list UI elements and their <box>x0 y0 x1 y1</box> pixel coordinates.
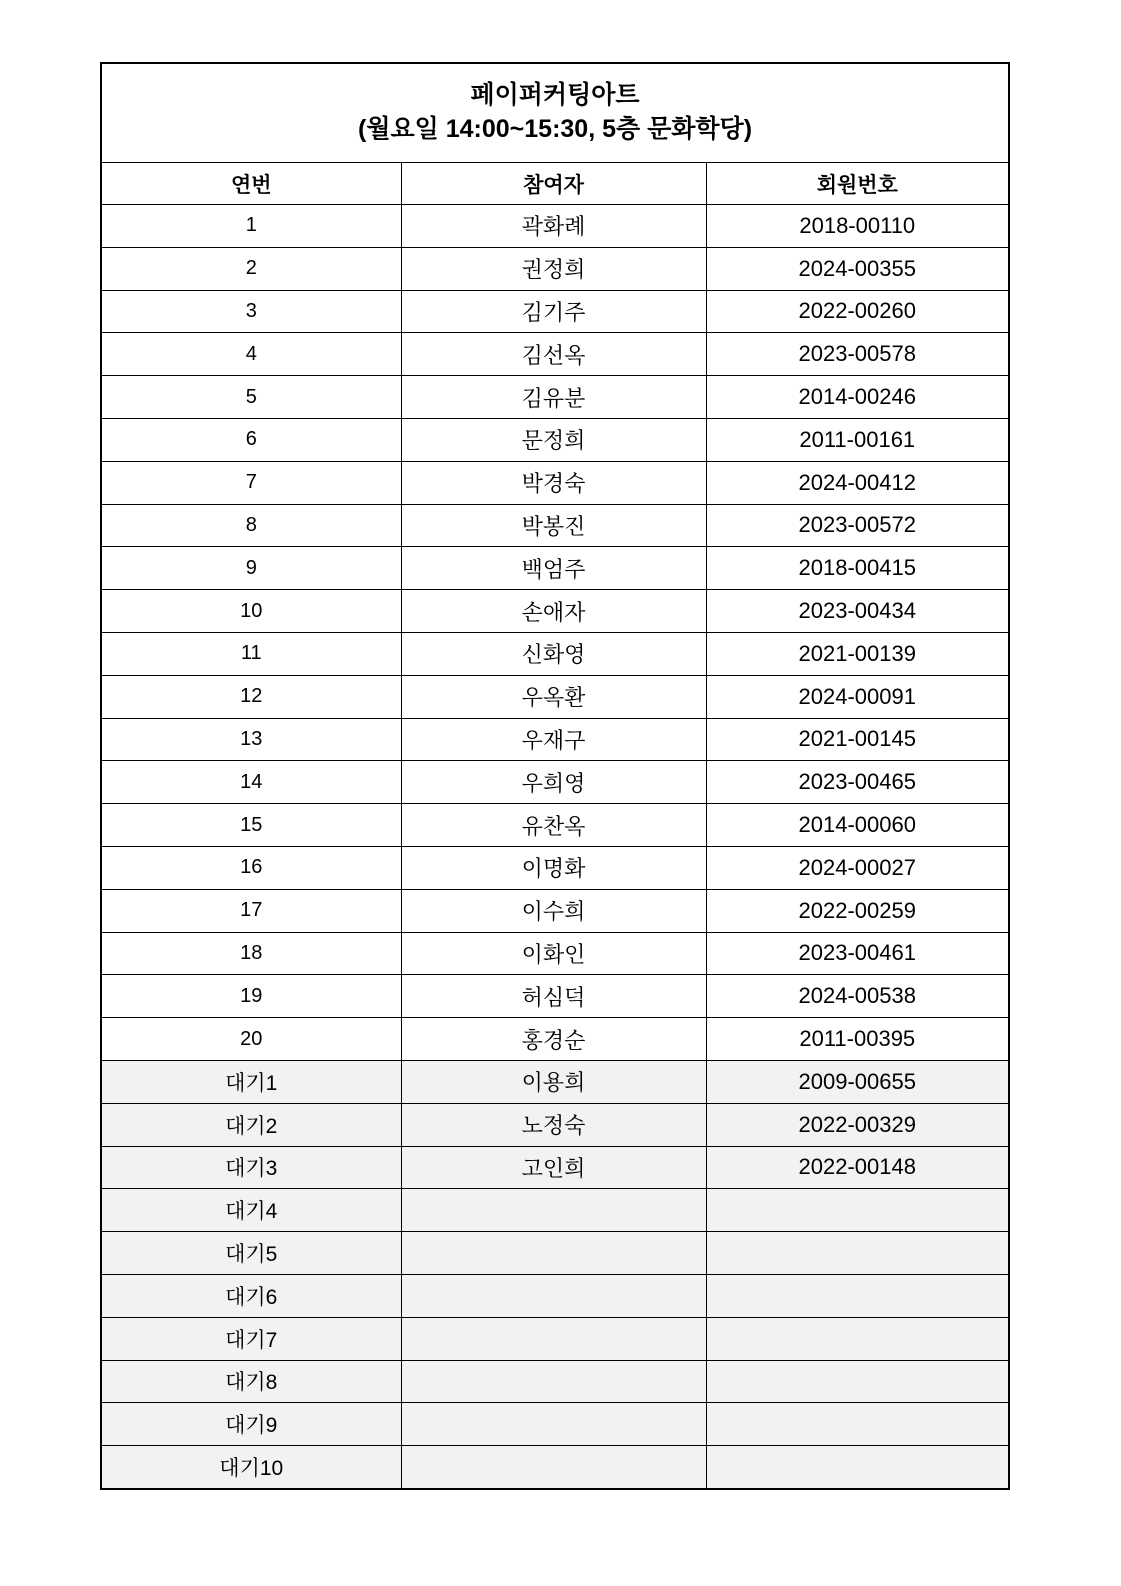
table-row <box>101 975 1009 1018</box>
table-row <box>101 418 1009 461</box>
cell-no: 19 <box>101 975 401 1018</box>
cell-no: 대기2 <box>101 1103 401 1146</box>
table-row <box>101 846 1009 889</box>
cell-member-id: 2011-00395 <box>706 1018 1009 1061</box>
cell-member-id <box>706 1189 1009 1232</box>
cell-no: 12 <box>101 675 401 718</box>
participant-roster-table <box>100 62 1010 1490</box>
cell-no: 20 <box>101 1018 401 1061</box>
cell-no: 15 <box>101 804 401 847</box>
cell-participant-name: 우희영 <box>401 761 706 804</box>
cell-participant-name: 김기주 <box>401 290 706 333</box>
cell-participant-name: 김유분 <box>401 376 706 419</box>
cell-no: 5 <box>101 376 401 419</box>
title-primary: 페이퍼커팅아트 <box>470 81 640 110</box>
cell-member-id: 2009-00655 <box>706 1060 1009 1103</box>
cell-participant-name: 노정숙 <box>401 1103 706 1146</box>
cell-participant-name: 이용희 <box>401 1060 706 1103</box>
cell-no: 대기5 <box>101 1232 401 1275</box>
table-row <box>101 290 1009 333</box>
column-header-no: 연번 <box>101 163 401 205</box>
title-schedule: (월요일 14:00~15:30, 5층 문화학당) <box>358 115 753 143</box>
cell-participant-name <box>401 1446 706 1489</box>
table-row <box>101 932 1009 975</box>
cell-participant-name: 백엄주 <box>401 547 706 590</box>
document-title <box>101 63 1009 163</box>
table-row <box>101 1103 1009 1146</box>
cell-no: 9 <box>101 547 401 590</box>
table-row <box>101 205 1009 248</box>
cell-participant-name <box>401 1274 706 1317</box>
cell-member-id: 2014-00246 <box>706 376 1009 419</box>
cell-member-id <box>706 1274 1009 1317</box>
cell-no: 대기1 <box>101 1060 401 1103</box>
cell-no: 대기6 <box>101 1274 401 1317</box>
cell-no: 1 <box>101 205 401 248</box>
table-row <box>101 1189 1009 1232</box>
cell-participant-name: 박경숙 <box>401 461 706 504</box>
cell-no: 대기4 <box>101 1189 401 1232</box>
cell-participant-name <box>401 1403 706 1446</box>
cell-participant-name: 고인희 <box>401 1146 706 1189</box>
cell-no: 대기9 <box>101 1403 401 1446</box>
table-row <box>101 1274 1009 1317</box>
cell-participant-name <box>401 1317 706 1360</box>
cell-member-id: 2018-00110 <box>706 205 1009 248</box>
cell-member-id: 2022-00259 <box>706 889 1009 932</box>
cell-no: 7 <box>101 461 401 504</box>
cell-member-id: 2023-00461 <box>706 932 1009 975</box>
cell-member-id <box>706 1446 1009 1489</box>
cell-no: 13 <box>101 718 401 761</box>
cell-member-id: 2023-00578 <box>706 333 1009 376</box>
cell-member-id <box>706 1360 1009 1403</box>
cell-member-id: 2024-00027 <box>706 846 1009 889</box>
cell-no: 4 <box>101 333 401 376</box>
cell-no: 3 <box>101 290 401 333</box>
cell-member-id: 2023-00465 <box>706 761 1009 804</box>
document-page <box>100 62 1008 1490</box>
cell-participant-name: 이명화 <box>401 846 706 889</box>
cell-no: 6 <box>101 418 401 461</box>
table-row <box>101 1317 1009 1360</box>
table-row <box>101 376 1009 419</box>
cell-member-id: 2024-00091 <box>706 675 1009 718</box>
table-header <box>101 63 1009 205</box>
cell-member-id <box>706 1317 1009 1360</box>
table-row <box>101 632 1009 675</box>
cell-participant-name: 김선옥 <box>401 333 706 376</box>
table-row <box>101 889 1009 932</box>
cell-participant-name: 곽화례 <box>401 205 706 248</box>
cell-no: 11 <box>101 632 401 675</box>
cell-member-id: 2014-00060 <box>706 804 1009 847</box>
table-row <box>101 504 1009 547</box>
title-row <box>101 63 1009 163</box>
cell-member-id: 2021-00139 <box>706 632 1009 675</box>
table-row <box>101 1403 1009 1446</box>
cell-participant-name: 이수희 <box>401 889 706 932</box>
cell-participant-name <box>401 1232 706 1275</box>
cell-no: 대기8 <box>101 1360 401 1403</box>
cell-member-id: 2022-00260 <box>706 290 1009 333</box>
cell-participant-name: 허심덕 <box>401 975 706 1018</box>
table-body <box>101 205 1009 1489</box>
table-row <box>101 804 1009 847</box>
cell-no: 10 <box>101 590 401 633</box>
table-row <box>101 718 1009 761</box>
table-row <box>101 1060 1009 1103</box>
cell-participant-name: 박봉진 <box>401 504 706 547</box>
table-row <box>101 547 1009 590</box>
cell-member-id: 2022-00148 <box>706 1146 1009 1189</box>
cell-participant-name <box>401 1360 706 1403</box>
cell-participant-name <box>401 1189 706 1232</box>
table-row <box>101 675 1009 718</box>
column-header-name: 참여자 <box>401 163 706 205</box>
column-header-row <box>101 163 1009 205</box>
cell-no: 18 <box>101 932 401 975</box>
cell-participant-name: 권정희 <box>401 247 706 290</box>
table-row <box>101 333 1009 376</box>
cell-member-id: 2022-00329 <box>706 1103 1009 1146</box>
column-header-member-id: 회원번호 <box>706 163 1009 205</box>
cell-no: 16 <box>101 846 401 889</box>
table-row <box>101 1446 1009 1489</box>
cell-participant-name: 이화인 <box>401 932 706 975</box>
cell-member-id: 2018-00415 <box>706 547 1009 590</box>
cell-participant-name: 우재구 <box>401 718 706 761</box>
cell-member-id: 2024-00355 <box>706 247 1009 290</box>
cell-no: 14 <box>101 761 401 804</box>
cell-participant-name: 손애자 <box>401 590 706 633</box>
cell-no: 대기10 <box>101 1446 401 1489</box>
table-row <box>101 761 1009 804</box>
table-row <box>101 1146 1009 1189</box>
table-row <box>101 1360 1009 1403</box>
cell-participant-name: 우옥환 <box>401 675 706 718</box>
cell-no: 대기3 <box>101 1146 401 1189</box>
cell-no: 8 <box>101 504 401 547</box>
cell-member-id: 2011-00161 <box>706 418 1009 461</box>
cell-no: 2 <box>101 247 401 290</box>
cell-member-id: 2024-00412 <box>706 461 1009 504</box>
table-row <box>101 461 1009 504</box>
cell-no: 17 <box>101 889 401 932</box>
table-row <box>101 590 1009 633</box>
table-row <box>101 1232 1009 1275</box>
cell-member-id: 2024-00538 <box>706 975 1009 1018</box>
table-row <box>101 1018 1009 1061</box>
cell-no: 대기7 <box>101 1317 401 1360</box>
cell-participant-name: 문정희 <box>401 418 706 461</box>
cell-participant-name: 신화영 <box>401 632 706 675</box>
cell-participant-name: 홍경순 <box>401 1018 706 1061</box>
cell-member-id: 2021-00145 <box>706 718 1009 761</box>
cell-participant-name: 유찬옥 <box>401 804 706 847</box>
cell-member-id <box>706 1403 1009 1446</box>
cell-member-id: 2023-00434 <box>706 590 1009 633</box>
cell-member-id <box>706 1232 1009 1275</box>
cell-member-id: 2023-00572 <box>706 504 1009 547</box>
table-row <box>101 247 1009 290</box>
